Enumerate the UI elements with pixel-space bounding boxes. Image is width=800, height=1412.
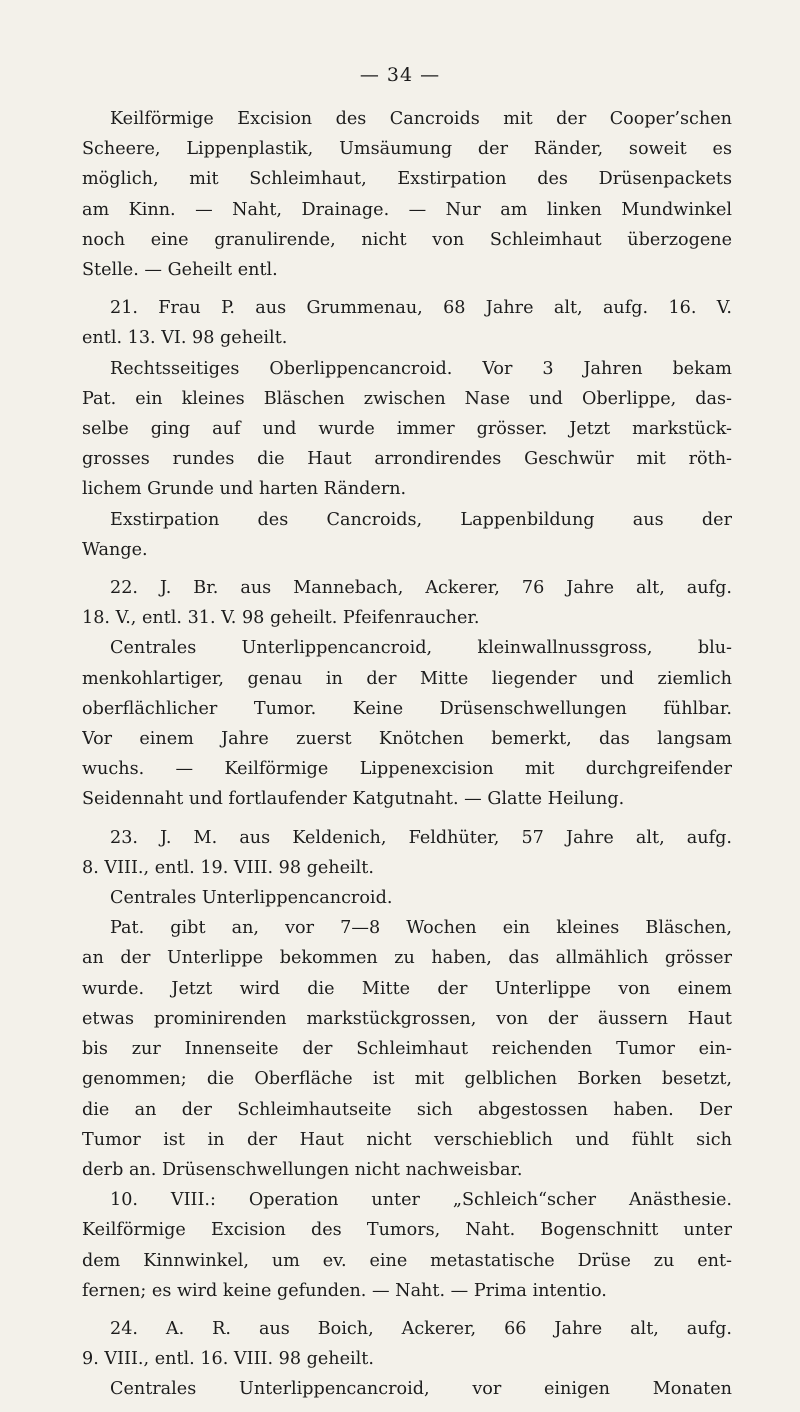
text-line: Centrales Unterlippencancroid. [110, 888, 393, 909]
text-line: etwas prominirenden markstückgrossen, von der äussern Haut [82, 1008, 732, 1029]
text-line: noch eine granulirende, nicht von Schleimhaut überzogene [82, 229, 732, 250]
text-line: menkohlartiger, genau in der Mitte liegender und ziemlich [82, 668, 732, 689]
text-line: möglich, mit Schleimhaut, Exstirpation des Drüsenpackets [82, 169, 732, 190]
text-line: fernen; es wird keine gefunden. — Naht. — Prima intentio. [82, 1280, 607, 1301]
text-line: wurde. Jetzt wird die Mitte der Unterlippe von einem [82, 978, 732, 999]
text-line: dem Kinnwinkel, um ev. eine metastatische Drüse zu ent- [82, 1250, 732, 1271]
page-number: — 34 — [359, 64, 441, 86]
text-line: Centrales Unterlippencancroid, vor einigen Monaten [110, 1379, 732, 1400]
text-line: Scheere, Lippenplastik, Umsäumung der Ränder, soweit es [82, 139, 732, 160]
text-line: 22. J. Br. aus Mannebach, Ackerer, 76 Jahre alt, aufg. [110, 578, 732, 599]
text-line: am Kinn. — Naht, Drainage. — Nur am linken Mundwinkel [82, 199, 732, 220]
text-line: Exstirpation des Cancroids, Lappenbildung aus der [110, 509, 732, 530]
text-line: Centrales Unterlippencancroid, kleinwallnussgross, blu- [110, 638, 732, 659]
text-line: Tumor ist in der Haut nicht verschieblich und fühlt sich [82, 1129, 732, 1150]
text-line: Pat. ein kleines Bläschen zwischen Nase und Oberlippe, das- [82, 388, 732, 409]
text-line: 18. V., entl. 31. V. 98 geheilt. Pfeifenraucher. [82, 608, 480, 629]
text-line: die an der Schleimhautseite sich abgestossen haben. Der [82, 1099, 732, 1120]
text-line: derb an. Drüsenschwellungen nicht nachweisbar. [82, 1159, 523, 1180]
text-line: Seidennaht und fortlaufender Katgutnaht. — Glatte Heilung. [82, 789, 625, 810]
text-line: 21. Frau P. aus Grummenau, 68 Jahre alt, aufg. 16. V. [110, 298, 732, 319]
text-line: an der Unterlippe bekommen zu haben, das allmählich grösser [82, 948, 732, 969]
text-line: genommen; die Oberfläche ist mit gelblichen Borken besetzt, [82, 1069, 732, 1090]
text-line: Rechtsseitiges Oberlippencancroid. Vor 3 Jahren bekam [110, 358, 732, 379]
text-line: bis zur Innenseite der Schleimhaut reichenden Tumor ein- [82, 1039, 732, 1060]
text-line: selbe ging auf und wurde immer grösser. Jetzt markstück- [82, 419, 732, 440]
text-line: Vor einem Jahre zuerst Knötchen bemerkt, das langsam [82, 729, 732, 750]
text-line: 23. J. M. aus Keldenich, Feldhüter, 57 Jahre alt, aufg. [110, 827, 732, 848]
text-line: wuchs. — Keilförmige Lippenexcision mit durchgreifender [82, 759, 732, 780]
text-line: Pat. gibt an, vor 7—8 Wochen ein kleines Bläschen, [110, 918, 732, 939]
text-line: 8. VIII., entl. 19. VIII. 98 geheilt. [82, 857, 374, 878]
text-line: 9. VIII., entl. 16. VIII. 98 geheilt. [82, 1349, 374, 1370]
text-line: entl. 13. VI. 98 geheilt. [82, 328, 288, 349]
text-line: 10. VIII.: Operation unter „Schleich“scher Anästhesie. [110, 1190, 732, 1211]
text-line: lichem Grunde und harten Rändern. [82, 479, 407, 500]
text-line: oberflächlicher Tumor. Keine Drüsenschwellungen fühlbar. [82, 698, 732, 719]
text-line: grosses rundes die Haut arrondirendes Geschwür mit röth- [82, 449, 732, 470]
text-line: Wange. [82, 539, 148, 560]
page-body-text [82, 104, 732, 1405]
text-line: Keilförmige Excision des Cancroids mit der Cooper’schen [110, 109, 732, 129]
text-line: Stelle. — Geheilt entl. [82, 260, 278, 281]
text-line: 24. A. R. aus Boich, Ackerer, 66 Jahre alt, aufg. [110, 1318, 732, 1339]
text-line: Keilförmige Excision des Tumors, Naht. Bogenschnitt unter [82, 1220, 732, 1241]
